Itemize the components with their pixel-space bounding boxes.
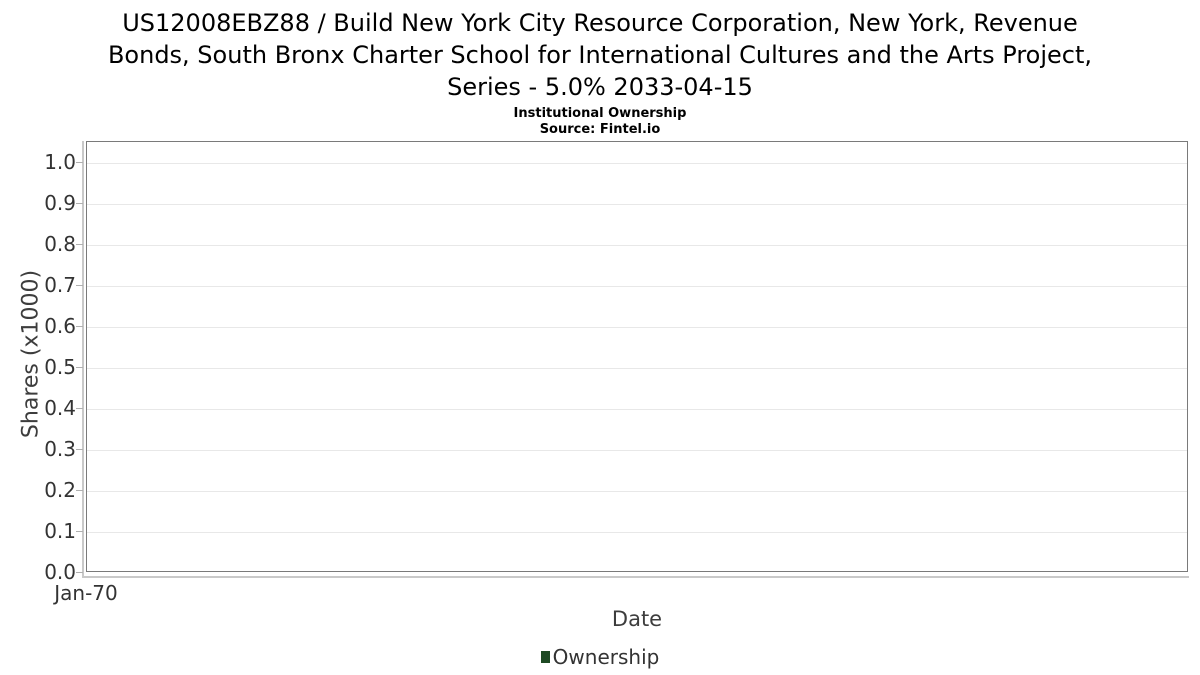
y-tick-mark-0.4 [76,408,83,409]
y-tick-mark-0.3 [76,449,83,450]
gridline-y-0.7 [87,286,1187,287]
y-tick-mark-0.5 [76,367,83,368]
gridline-y-0.4 [87,409,1187,410]
y-tick-mark-0.7 [76,285,83,286]
chart-subtitle: Institutional Ownership [513,106,687,121]
y-tick-label-0.7: 0.7 [44,273,76,297]
y-axis-title: Shares (x1000) [18,269,44,439]
y-tick-label-0.1: 0.1 [44,519,76,543]
y-tick-label-0.3: 0.3 [44,437,76,461]
y-tick-mark-0.2 [76,490,83,491]
gridline-y-0.2 [87,491,1187,492]
x-axis-title: Date [611,607,663,631]
y-axis-line [82,141,84,578]
y-tick-mark-0.1 [76,531,83,532]
chart-title-line-3: Series - 5.0% 2033-04-15 [447,73,753,101]
gridline-y-0.3 [87,450,1187,451]
y-tick-label-0.9: 0.9 [44,191,76,215]
y-tick-label-0.5: 0.5 [44,355,76,379]
y-tick-label-0.0: 0.0 [44,560,76,584]
chart-source: Source: Fintel.io [539,122,661,137]
y-tick-mark-0.8 [76,244,83,245]
legend-item-ownership[interactable] [541,645,660,669]
y-tick-label-0.4: 0.4 [44,396,76,420]
y-tick-label-0.2: 0.2 [44,478,76,502]
gridline-y-0.8 [87,245,1187,246]
gridline-y-0.1 [87,532,1187,533]
legend-marker-icon [541,651,550,663]
y-tick-label-0.8: 0.8 [44,232,76,256]
x-axis-line [82,576,1189,578]
gridline-y-0.6 [87,327,1187,328]
x-tick-label: Jan-70 [54,581,118,605]
y-tick-label-1.0: 1.0 [44,150,76,174]
legend [0,645,1200,669]
legend-label: Ownership [552,645,660,669]
plot-area [86,141,1188,572]
y-tick-mark-0.0 [76,572,83,573]
chart-title-line-1: US12008EBZ88 / Build New York City Resource Corporation, New York, Revenue [122,9,1078,37]
y-tick-mark-0.9 [76,203,83,204]
chart-title-line-2: Bonds, South Bronx Charter School for International Cultures and the Arts Project, [107,41,1093,69]
y-tick-label-0.6: 0.6 [44,314,76,338]
gridline-y-0.9 [87,204,1187,205]
gridline-y-1.0 [87,163,1187,164]
y-tick-mark-0.6 [76,326,83,327]
y-tick-mark-1.0 [76,162,83,163]
gridline-y-0.5 [87,368,1187,369]
